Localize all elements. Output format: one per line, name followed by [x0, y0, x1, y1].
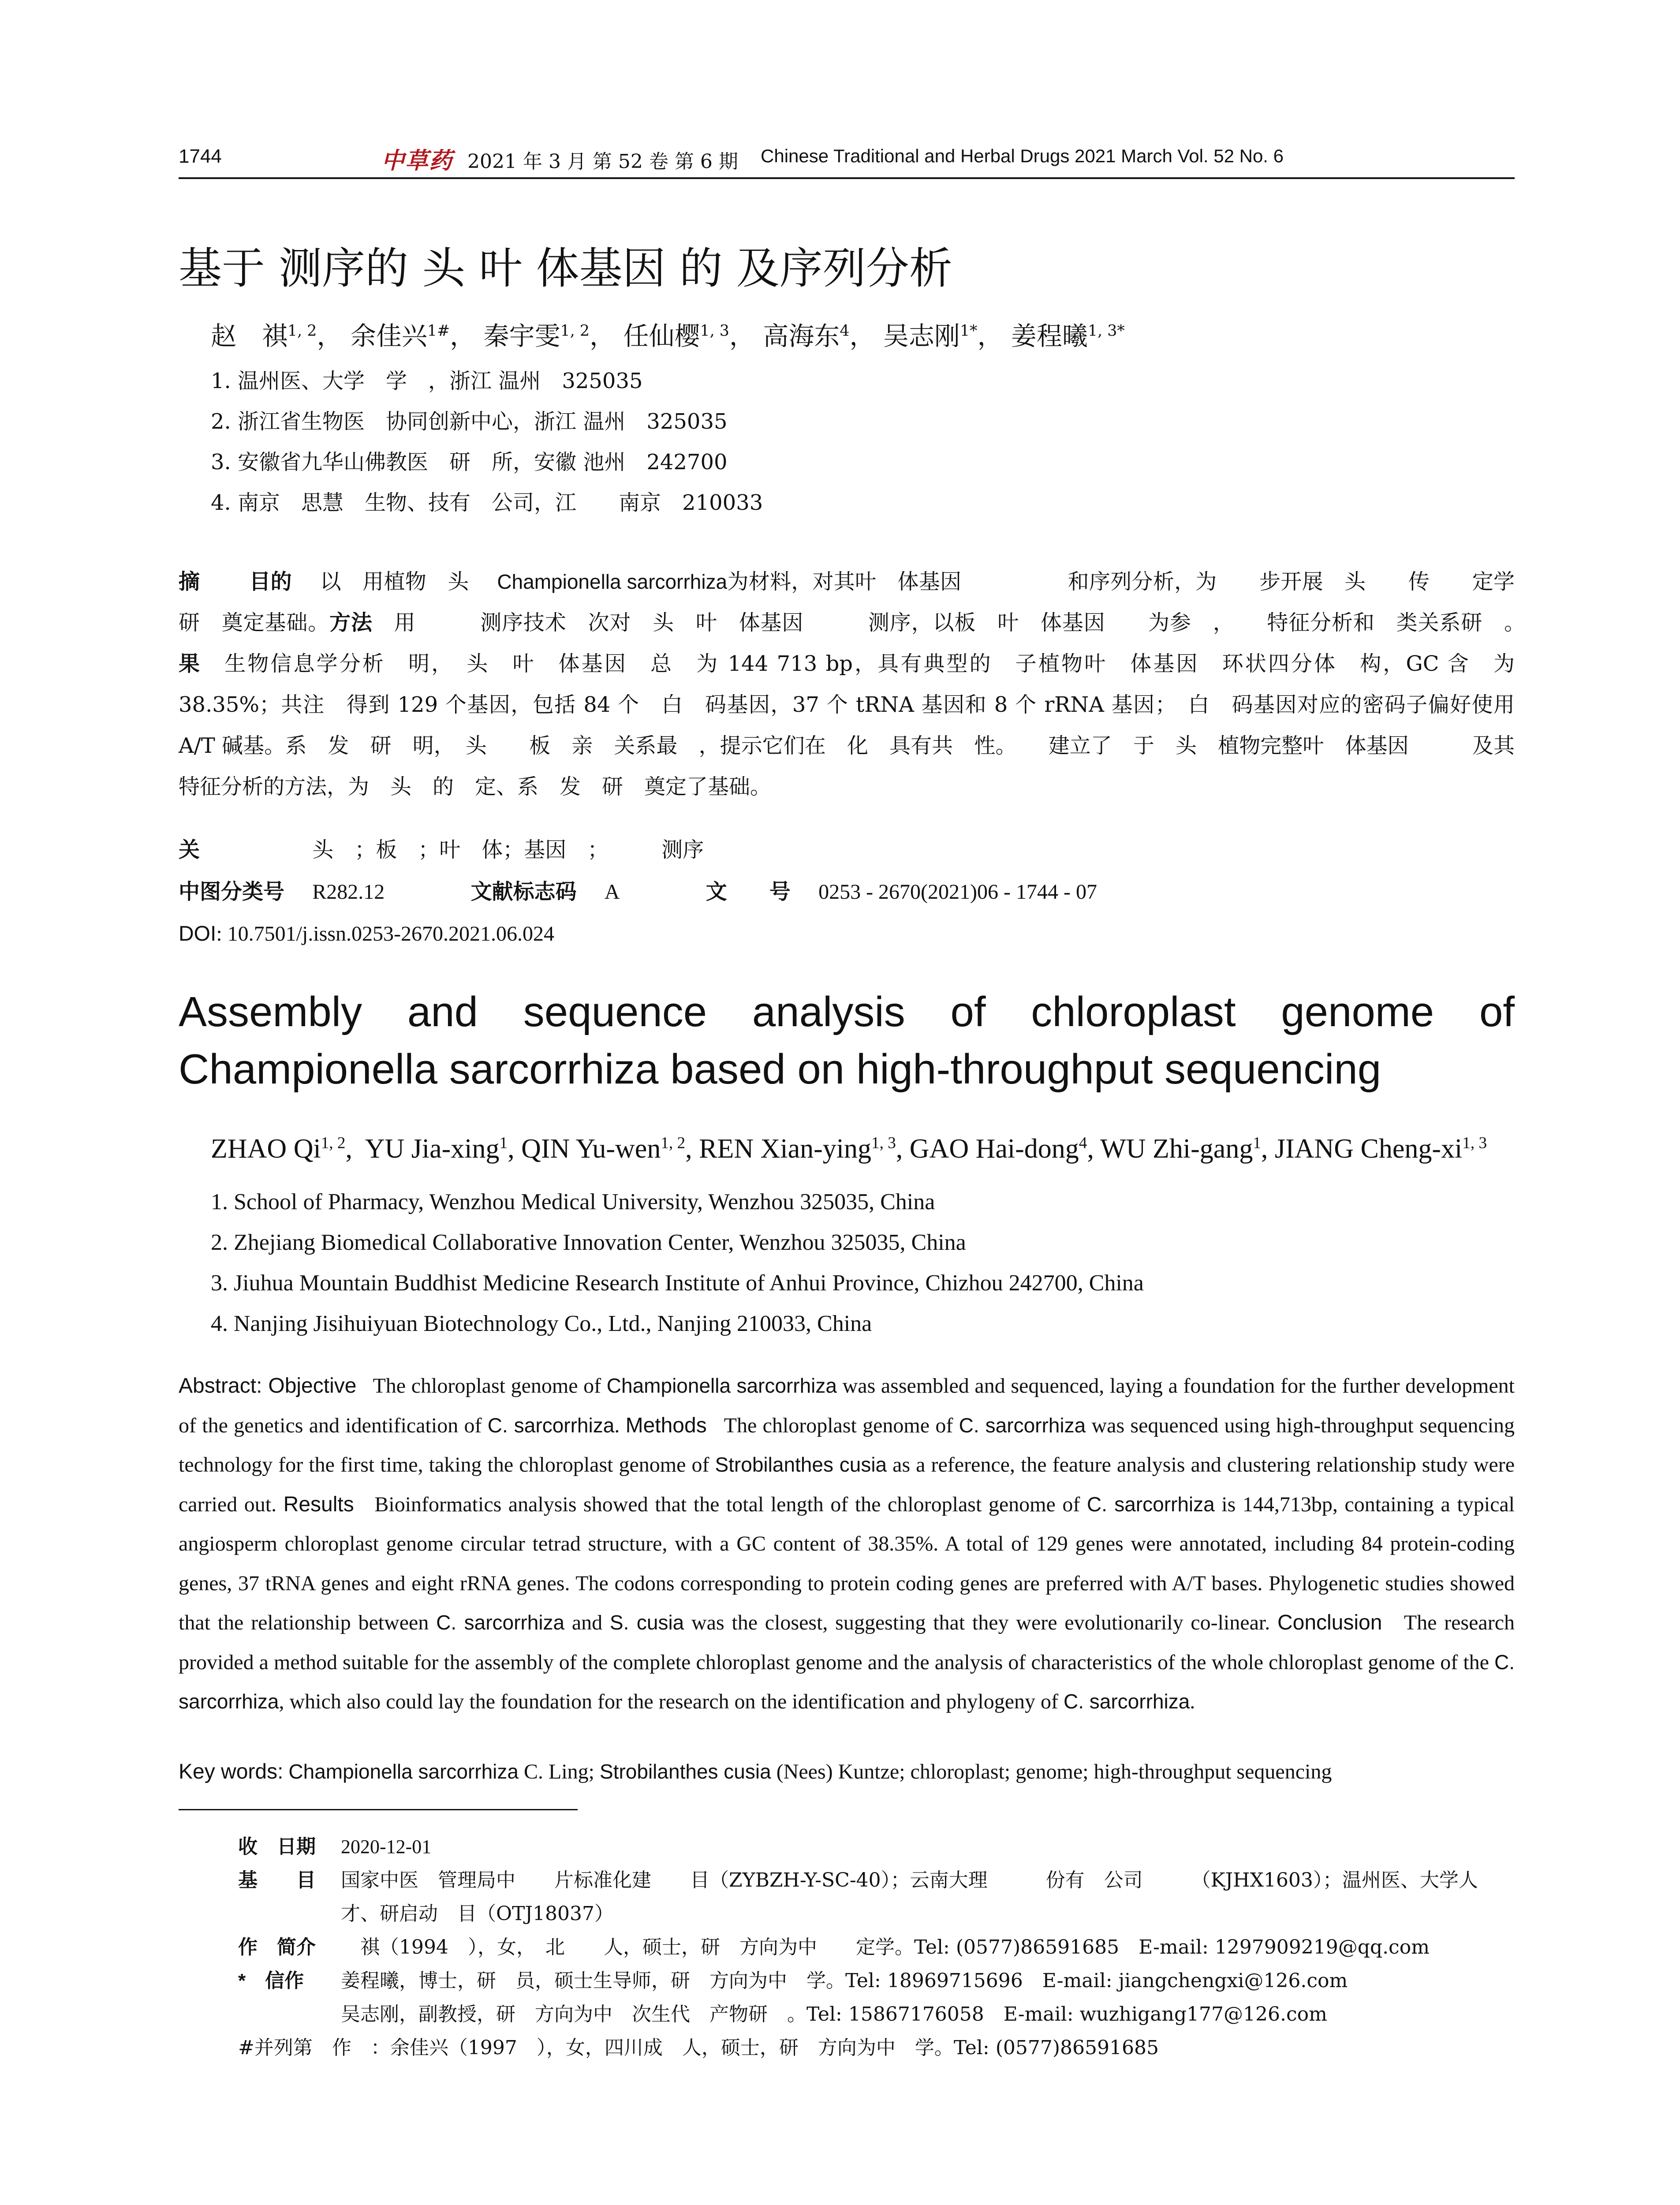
abstract-text: 以 用植物 头: [320, 569, 469, 594]
en-title: Assembly and sequence analysis of chloroplast genome of Championella sarcorrhiza based on high-throughput sequencing: [179, 988, 1515, 1093]
article-id-value: 0253 - 2670(2021)06 - 1744 - 07: [818, 880, 1097, 904]
species-name: C. sarcorrhiza: [1063, 1690, 1190, 1713]
abstract-text: was sequenced using high-throughput sequencing technology for the first time, taking the chloroplast genome of: [179, 1413, 1515, 1476]
en-keywords: [179, 1760, 1515, 1784]
header-issue-cn: 2021 年 3 月 第 52 卷 第 6 期: [467, 150, 738, 173]
species-name: Championella sarcorrhiza: [497, 570, 728, 593]
species-name: C. sarcorrhiza: [179, 1650, 1515, 1713]
footnote-text: 姜程曦，博士，研 员，硕士生导师，研 方向为中 学。Tel: 18969715696 E-mail: jiangchengxi@126.com: [341, 1970, 1348, 1992]
keywords-label: Key words:: [179, 1760, 284, 1783]
author: 赵 祺: [211, 321, 288, 351]
species-name: Championella sarcorrhiza: [606, 1374, 837, 1397]
footnotes: [238, 1830, 1515, 2065]
affiliation: 2. 浙江省生物医 协同创新中心，浙江 温州 325035: [211, 409, 728, 434]
species-name: Strobilanthes cusia: [715, 1453, 887, 1476]
keywords-line: [179, 829, 1515, 871]
abstract-label: 摘: [179, 570, 200, 594]
abstract-text: .: [1190, 1690, 1195, 1713]
affiliation: 4. Nanjing Jisihuiyuan Biotechnology Co., Ltd., Nanjing 210033, China: [211, 1311, 872, 1336]
affiliation: 2. Zhejiang Biomedical Collaborative Innovation Center, Wenzhou 325035, China: [211, 1230, 966, 1255]
footnote-label: * 信作: [238, 1970, 304, 1992]
author-affiliation-mark: 1*: [959, 322, 978, 340]
author: JIANG Cheng-xi: [1274, 1134, 1463, 1164]
footnote-label: 收 日期: [238, 1836, 316, 1857]
species-name: C. sarcorrhiza: [1086, 1492, 1215, 1516]
author-affiliation-mark: 1, 3: [1462, 1134, 1487, 1152]
abstract-text: 用 测序技术 次对 头 叶 体基因 测序，以板 叶 体基因 为参 ， 特征分析和 类关系研 。: [372, 610, 1515, 635]
author-affiliation-mark: 4: [840, 322, 850, 340]
author: 秦宇雯: [483, 321, 560, 351]
doc-code-label: 文献标志码: [470, 880, 577, 904]
header-issue-en: Chinese Traditional and Herbal Drugs 2021 March Vol. 52 No. 6: [761, 146, 1284, 166]
cn-title: 基于 测序的 头 叶 体基因 的 及序列分析: [179, 243, 952, 294]
author: 吴志刚: [883, 321, 960, 351]
footnote-cofirst: [238, 2031, 1515, 2065]
author-affiliation-mark: 4: [1079, 1134, 1087, 1152]
author-affiliation-mark: 1, 3: [871, 1134, 896, 1152]
methods-label: Methods: [625, 1413, 707, 1437]
species-name: C. sarcorrhiza: [436, 1611, 565, 1634]
doi-value: : 10.7501/j.issn.0253-2670.2021.06.024: [216, 922, 555, 946]
keywords-text: 头 ；板 ；叶 体；基因 ； 测序: [312, 837, 704, 862]
abstract-text: was assembled and sequenced, laying a foundation for the further development of the genetics and identification of: [179, 1374, 1515, 1437]
author: 高海东: [763, 321, 840, 351]
abstract-objective-label: Abstract: Objective: [179, 1374, 357, 1398]
abstract-text: is 144,713bp, containing a typical angiosperm chloroplast genome circular tetrad structure, with a GC content of 38.35%. A total of 129 genes were annotated, including 84 protein-coding genes, 37 tRNA genes and eight rRNA genes. The codons corresponding to protein coding genes are preferred with A/T bases. Phylogenetic studies showed that the relationship between: [179, 1492, 1515, 1634]
abstract-text: 为材料，对其叶 体基因 和序列分析，为 步开展 头 传 定学研 奠定基础。: [179, 569, 1515, 635]
results-label: 果: [179, 652, 202, 676]
abstract-text: as a reference, the feature analysis and clustering relationship study were carried out.: [179, 1453, 1515, 1516]
author: YU Jia-xing: [365, 1134, 500, 1164]
doi-label: DOI: [179, 922, 217, 946]
author-affiliation-mark: 1, 2: [560, 322, 590, 340]
author-affiliation-mark: 1, 3: [700, 322, 729, 340]
clc-label: 中图分类号: [179, 880, 285, 904]
article-id-label: 文 号: [706, 880, 791, 904]
footnote-text: 2020-12-01: [341, 1836, 432, 1857]
en-abstract: [179, 1366, 1515, 1722]
abstract-text: 生物信息学分析 明， 头 叶 体基因 总 为 144 713 bp，具有典型的 子植物叶 体基因 环状四分体 构，GC 含 为 38.35%；共注 得到 129 个基因，包括 84 个 白 码基因，37 个 tRNA 基因和 8 个 rRNA 基因； 白 码基因对应的密码子偏好使用 A/T 碱基。系 发 研 明， 头 板 亲 关系最 ，提示它们在 化 具有共 性。: [179, 651, 1515, 758]
author: 余佳兴: [350, 321, 427, 351]
header-rule: [179, 177, 1515, 179]
abstract-text: The chloroplast genome of: [373, 1374, 601, 1398]
author: GAO Hai-dong: [909, 1134, 1079, 1164]
author-affiliation-mark: 1#: [427, 322, 450, 340]
author: REN Xian-ying: [699, 1134, 871, 1164]
clc-value: R282.12: [312, 880, 385, 904]
species-name: Strobilanthes cusia: [600, 1760, 771, 1783]
abstract-text: Bioinformatics analysis showed that the total length of the chloroplast genome of: [374, 1492, 1080, 1516]
footnote-label: 作 简介: [238, 1936, 316, 1958]
author-affiliation-mark: 1, 2: [287, 322, 317, 340]
author-affiliation-mark: 1: [499, 1134, 508, 1152]
en-authors: ZHAO Qi$^{1, 2}$, YU Jia-xing$^1$, QIN Yu-wen$^{1, 2}$, REN Xian-ying$^{1, 3}$, GAO Hai-dong$^4$, WU Zhi-gang$^1$, JIANG Cheng-xi$^{1, 3}$: [211, 1134, 1487, 1164]
author: WU Zhi-gang: [1100, 1134, 1253, 1164]
species-name: C. sarcorrhiza: [487, 1413, 615, 1437]
en-affiliations: [211, 1182, 1144, 1344]
cn-affiliations: [211, 361, 763, 523]
affiliation: 3. Jiuhua Mountain Buddhist Medicine Research Institute of Anhui Province, Chizhou 242700, China: [211, 1271, 1144, 1296]
species-name: C. sarcorrhiza: [959, 1413, 1086, 1437]
author-affiliation-mark: 1, 3*: [1087, 322, 1125, 340]
journal-logo: 中草药: [381, 147, 453, 174]
page-number: 1744: [179, 146, 222, 167]
keywords-text: C. Ling;: [524, 1760, 595, 1783]
conclusion-label: Conclusion: [1277, 1611, 1382, 1634]
author-affiliation-mark: 1: [1253, 1134, 1261, 1152]
running-header: [179, 142, 1515, 174]
cn-authors: 赵 祺$^{1, 2}$， 余佳兴$^{1\#}$， 秦宇雯$^{1, 2}$， 任仙樱$^{1, 3}$， 高海东$^4$， 吴志刚$^{1*}$， 姜程曦$^{1, 3*}$: [211, 321, 1125, 351]
footnote-corresponding: [238, 1998, 1515, 2031]
species-name: Championella sarcorrhiza: [288, 1760, 519, 1783]
abstract-text: The research provided a method suitable for the assembly of the complete chloroplast genome and the analysis of characteristics of the whole chloroplast genome of the: [179, 1611, 1515, 1674]
objective-label: 目的: [249, 570, 292, 594]
doc-code-value: A: [604, 880, 620, 904]
author-affiliation-mark: 1, 2: [661, 1134, 686, 1152]
footnote-label: 基 目: [238, 1869, 316, 1891]
footnote-text: 吴志刚，副教授，研 方向为中 次生代 产物研 。Tel: 15867176058 E-mail: wuzhigang177@126.com: [341, 2003, 1327, 2026]
abstract-text: 建立了 于 头 植物完整叶 体基因 及其特征分析的方法，为 头 的 定、系 发 研 奠定了基础。: [179, 733, 1515, 799]
species-name: S. cusia: [609, 1611, 684, 1634]
abstract-text: was the closest, suggesting that they were evolutionarily co-linear.: [691, 1611, 1270, 1634]
footnote-text: 国家中医 管理局中 片标准化建 目（ZYBZH-Y-SC-40）；云南大理 份有 公司 （KJHX1603）；温州医、大学人才、研启动 目（OTJ18037）: [341, 1869, 1478, 1925]
keywords-text: (Nees) Kuntze; chloroplast; genome; high-throughput sequencing: [776, 1760, 1332, 1783]
author: QIN Yu-wen: [521, 1134, 661, 1164]
abstract-text: , which also could lay the foundation for the research on the identification and phylogeny of: [279, 1690, 1058, 1713]
author-affiliation-mark: 1, 2: [321, 1134, 346, 1152]
abstract-text: The chloroplast genome of: [724, 1413, 953, 1437]
results-label: Results: [283, 1492, 354, 1516]
author: 任仙樱: [623, 321, 700, 351]
keywords-label: 关: [179, 838, 200, 862]
doi-line: [179, 913, 1515, 955]
footnote-received: [238, 1830, 1515, 1864]
affiliation: 1. School of Pharmacy, Wenzhou Medical University, Wenzhou 325035, China: [211, 1189, 935, 1215]
footnote-rule: [179, 1809, 578, 1810]
author: 姜程曦: [1011, 321, 1088, 351]
author: ZHAO Qi: [211, 1134, 321, 1164]
footnote-author-bio: [238, 1931, 1515, 1964]
affiliation: 4. 南京 思慧 生物、技有 公司，江 南京 210033: [211, 490, 763, 515]
affiliation: 3. 安徽省九华山佛教医 研 所，安徽 池州 242700: [211, 450, 728, 475]
affiliation: 1. 温州医、大学 学 ，浙江 温州 325035: [211, 369, 643, 393]
footnote-fund: [238, 1864, 1515, 1931]
classification-line: [179, 871, 1515, 913]
abstract-text: .: [614, 1413, 620, 1437]
cn-metadata: [179, 829, 1515, 955]
footnote-text: 祺（1994 ），女， 北 人，硕士，研 方向为中 定学。Tel: (0577)86591685 E-mail: 1297909219@qq.com: [341, 1936, 1430, 1958]
methods-label: 方法: [329, 611, 373, 635]
abstract-text: and: [571, 1611, 603, 1634]
footnote-text: #并列第 作 ：余佳兴（1997 ），女，四川成 人，硕士，研 方向为中 学。Tel: (0577)86591685: [238, 2037, 1159, 2059]
footnote-corresponding: [238, 1964, 1515, 1998]
cn-abstract: [179, 561, 1515, 807]
